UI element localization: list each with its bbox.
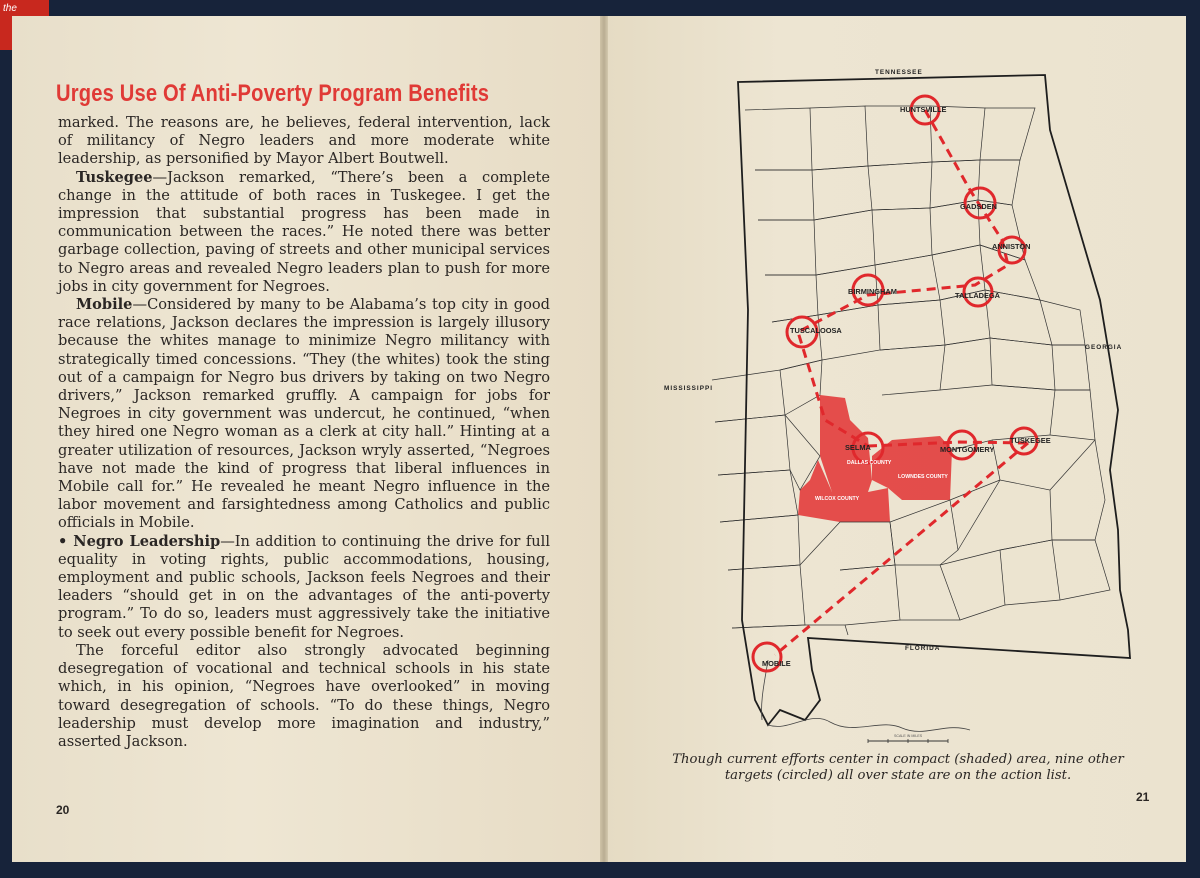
- map-caption: Though current efforts center in compact (shaded) area, nine other targets (circled) all over state are on the action list.: [672, 752, 1124, 783]
- city-anniston: ANNISTON: [992, 242, 1031, 251]
- paragraph-mobile: [58, 296, 550, 533]
- article-headline: Urges Use Of Anti-Poverty Program Benefits: [56, 80, 490, 107]
- label-mississippi: MISSISSIPPI: [664, 385, 714, 392]
- city-gadsden: GADSDEN: [960, 202, 997, 211]
- scale-label: SCALE IN MILES: [894, 734, 923, 738]
- label-wilcox-county: WILCOX COUNTY: [815, 496, 860, 502]
- county-lines: [712, 106, 1110, 635]
- paragraph-lead: Mobile: [76, 296, 133, 314]
- city-birmingham: BIRMINGHAM: [848, 287, 897, 296]
- gulf-coastline: [768, 718, 970, 731]
- label-dallas-county: DALLAS COUNTY: [847, 460, 892, 466]
- book-gutter: [600, 16, 608, 862]
- paragraph-text: The forceful editor also strongly advocated beginning desegregation of vocational and technical schools in his state which, in his opinion, “Negroes have overlooked” in moving toward desegregation of schools. “To do these things, Negro leadership must develop more imagination and industry,” asserted Jackson.: [58, 641, 550, 750]
- city-huntsville: HUNTSVILLE: [900, 105, 947, 114]
- paragraph-text: —Considered by many to be Alabama’s top city in good race relations, Jackson declares the impression is largely illusory because the whites manage to minimize Negro militancy with strategically timed concessions. “They (the whites) took the sting out of a campaign for Negro bus drivers by taking on two Negro drivers,” Jackson remarked gruffly. A campaign for jobs for Negroes in city government was undercut, he continued, “when they hired one Negro woman as a clerk at city hall.” Hinting at a greater utilization of resources, Jackson wryly asserted, “Negroes have not made the kind of progress that liberal influences in Mobile call for.” He revealed he meant Negro influence in the labor movement and farsightedness among Catholics and public officials in Mobile.: [58, 296, 550, 532]
- label-lowndes-county: LOWNDES COUNTY: [898, 474, 948, 480]
- label-florida: FLORIDA: [905, 645, 941, 652]
- label-georgia: GEORGIA: [1085, 344, 1123, 351]
- page-number-left: 20: [56, 803, 70, 817]
- city-tuscaloosa: TUSCALOOSA: [790, 326, 842, 335]
- alabama-outline: [738, 75, 1130, 725]
- paragraph-closing: [58, 642, 550, 751]
- paragraph-negro-leadership: [58, 533, 550, 642]
- article-body: [58, 114, 550, 751]
- paragraph-lead: • Negro Leadership: [58, 532, 221, 550]
- paragraph-tuskegee: [58, 169, 550, 296]
- paragraph-intro: [58, 114, 550, 169]
- paragraph-lead: Tuskegee: [76, 168, 153, 186]
- paragraph-text: marked. The reasons are, he believes, federal intervention, lack of militancy of Negro leaders and more moderate white leadership, as personified by Mayor Albert Boutwell.: [58, 114, 550, 168]
- alabama-map: [640, 60, 1140, 750]
- target-circles: [753, 96, 1037, 671]
- page-number-right: 21: [1136, 790, 1150, 804]
- scale-bar: [868, 734, 948, 743]
- logo-the: the: [3, 3, 17, 14]
- city-mobile: MOBILE: [762, 659, 791, 668]
- city-montgomery: MONTGOMERY: [940, 445, 995, 454]
- paragraph-text: —Jackson remarked, “There’s been a complete change in the attitude of both races in Tuskegee. I get the impression that substantial progress has been made in communication between the races.” He noted there was better garbage collection, paving of streets and other municipal services to Negro areas and revealed Negro leaders plan to push for more jobs in city government for Negroes.: [58, 168, 550, 295]
- city-selma: SELMA: [845, 443, 871, 452]
- label-tennessee: TENNESSEE: [875, 69, 923, 76]
- city-talladega: TALLADEGA: [955, 291, 1001, 300]
- paragraph-text: —In addition to continuing the drive for full equality in voting rights, public accommodations, housing, employment and public schools, Jackson feels Negroes and their leaders “should get in on the advantages of the anti-poverty program.” To do so, leaders must aggressively take the initiative to seek out every possible benefit for Negroes.: [58, 532, 550, 641]
- city-tuskegee: TUSKEGEE: [1010, 436, 1051, 445]
